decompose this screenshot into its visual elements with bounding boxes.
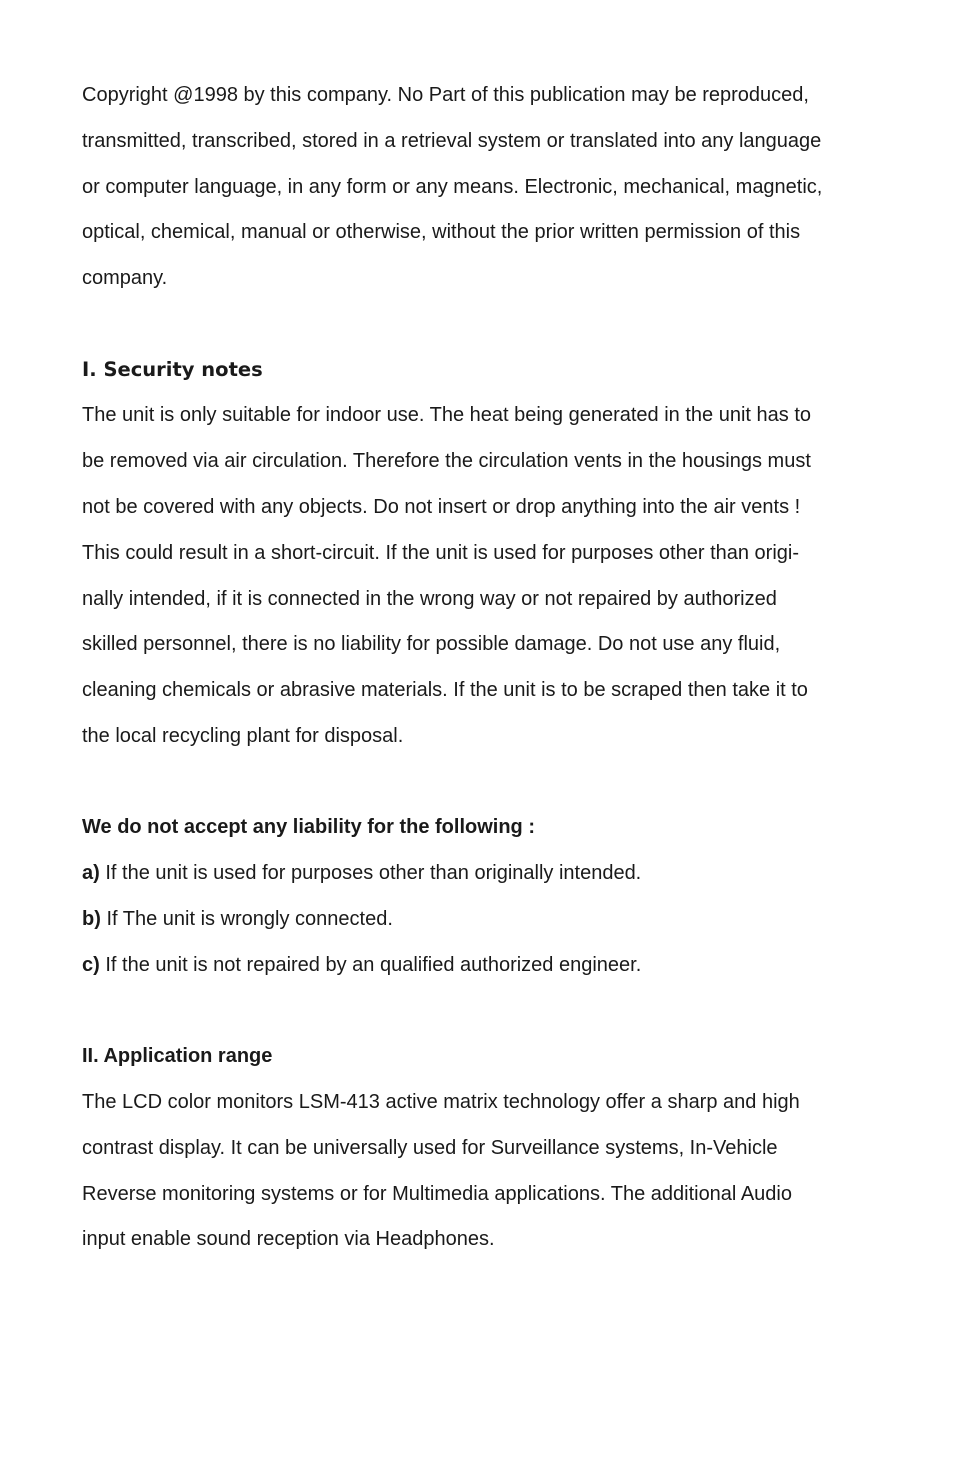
security-line: The unit is only suitable for indoor use. The heat being generated in the unit has to — [82, 404, 812, 426]
liability-item — [82, 953, 641, 977]
liability-item-text: If the unit is used for purposes other than originally intended. — [99, 862, 642, 884]
application-line: input enable sound reception via Headphones. — [82, 1228, 495, 1250]
security-line: the local recycling plant for disposal. — [82, 725, 404, 747]
application-line: contrast display. It can be universally used for Surveillance systems, In-Vehicle — [82, 1137, 778, 1159]
security-line: skilled personnel, there is no liability for possible damage. Do not use any fluid, — [82, 633, 781, 655]
security-heading: I. Security notes — [82, 358, 263, 381]
application-line: Reverse monitoring systems or for Multimedia applications. The additional Audio — [82, 1183, 792, 1205]
liability-heading: We do not accept any liability for the following : — [82, 816, 535, 838]
copyright-line: optical, chemical, manual or otherwise, without the prior written permission of this — [82, 221, 801, 243]
security-line: cleaning chemicals or abrasive materials. If the unit is to be scraped then take it to — [82, 679, 808, 701]
copyright-line: Copyright @1998 by this company. No Part of this publication may be reproduced, — [82, 84, 809, 106]
copyright-line: transmitted, transcribed, stored in a retrieval system or translated into any language — [82, 130, 822, 152]
liability-item-text: If The unit is wrongly connected. — [100, 908, 393, 930]
application-line: The LCD color monitors LSM-413 active matrix technology offer a sharp and high — [82, 1091, 800, 1113]
security-line: not be covered with any objects. Do not insert or drop anything into the air vents ! — [82, 496, 801, 518]
liability-item-label: b) — [82, 908, 101, 930]
copyright-line: or computer language, in any form or any means. Electronic, mechanical, magnetic, — [82, 176, 823, 198]
application-heading: II. Application range — [82, 1045, 273, 1067]
liability-item-label: a) — [82, 862, 100, 884]
security-line: nally intended, if it is connected in the wrong way or not repaired by authorized — [82, 588, 777, 610]
liability-item-text: If the unit is not repaired by an qualified authorized engineer. — [99, 954, 642, 976]
liability-item — [82, 907, 393, 931]
security-line: This could result in a short-circuit. If the unit is used for purposes other than origi- — [82, 542, 800, 564]
liability-item-label: c) — [82, 954, 100, 976]
liability-item — [82, 861, 641, 885]
security-line: be removed via air circulation. Therefore the circulation vents in the housings must — [82, 450, 811, 472]
copyright-line: company. — [82, 267, 168, 289]
